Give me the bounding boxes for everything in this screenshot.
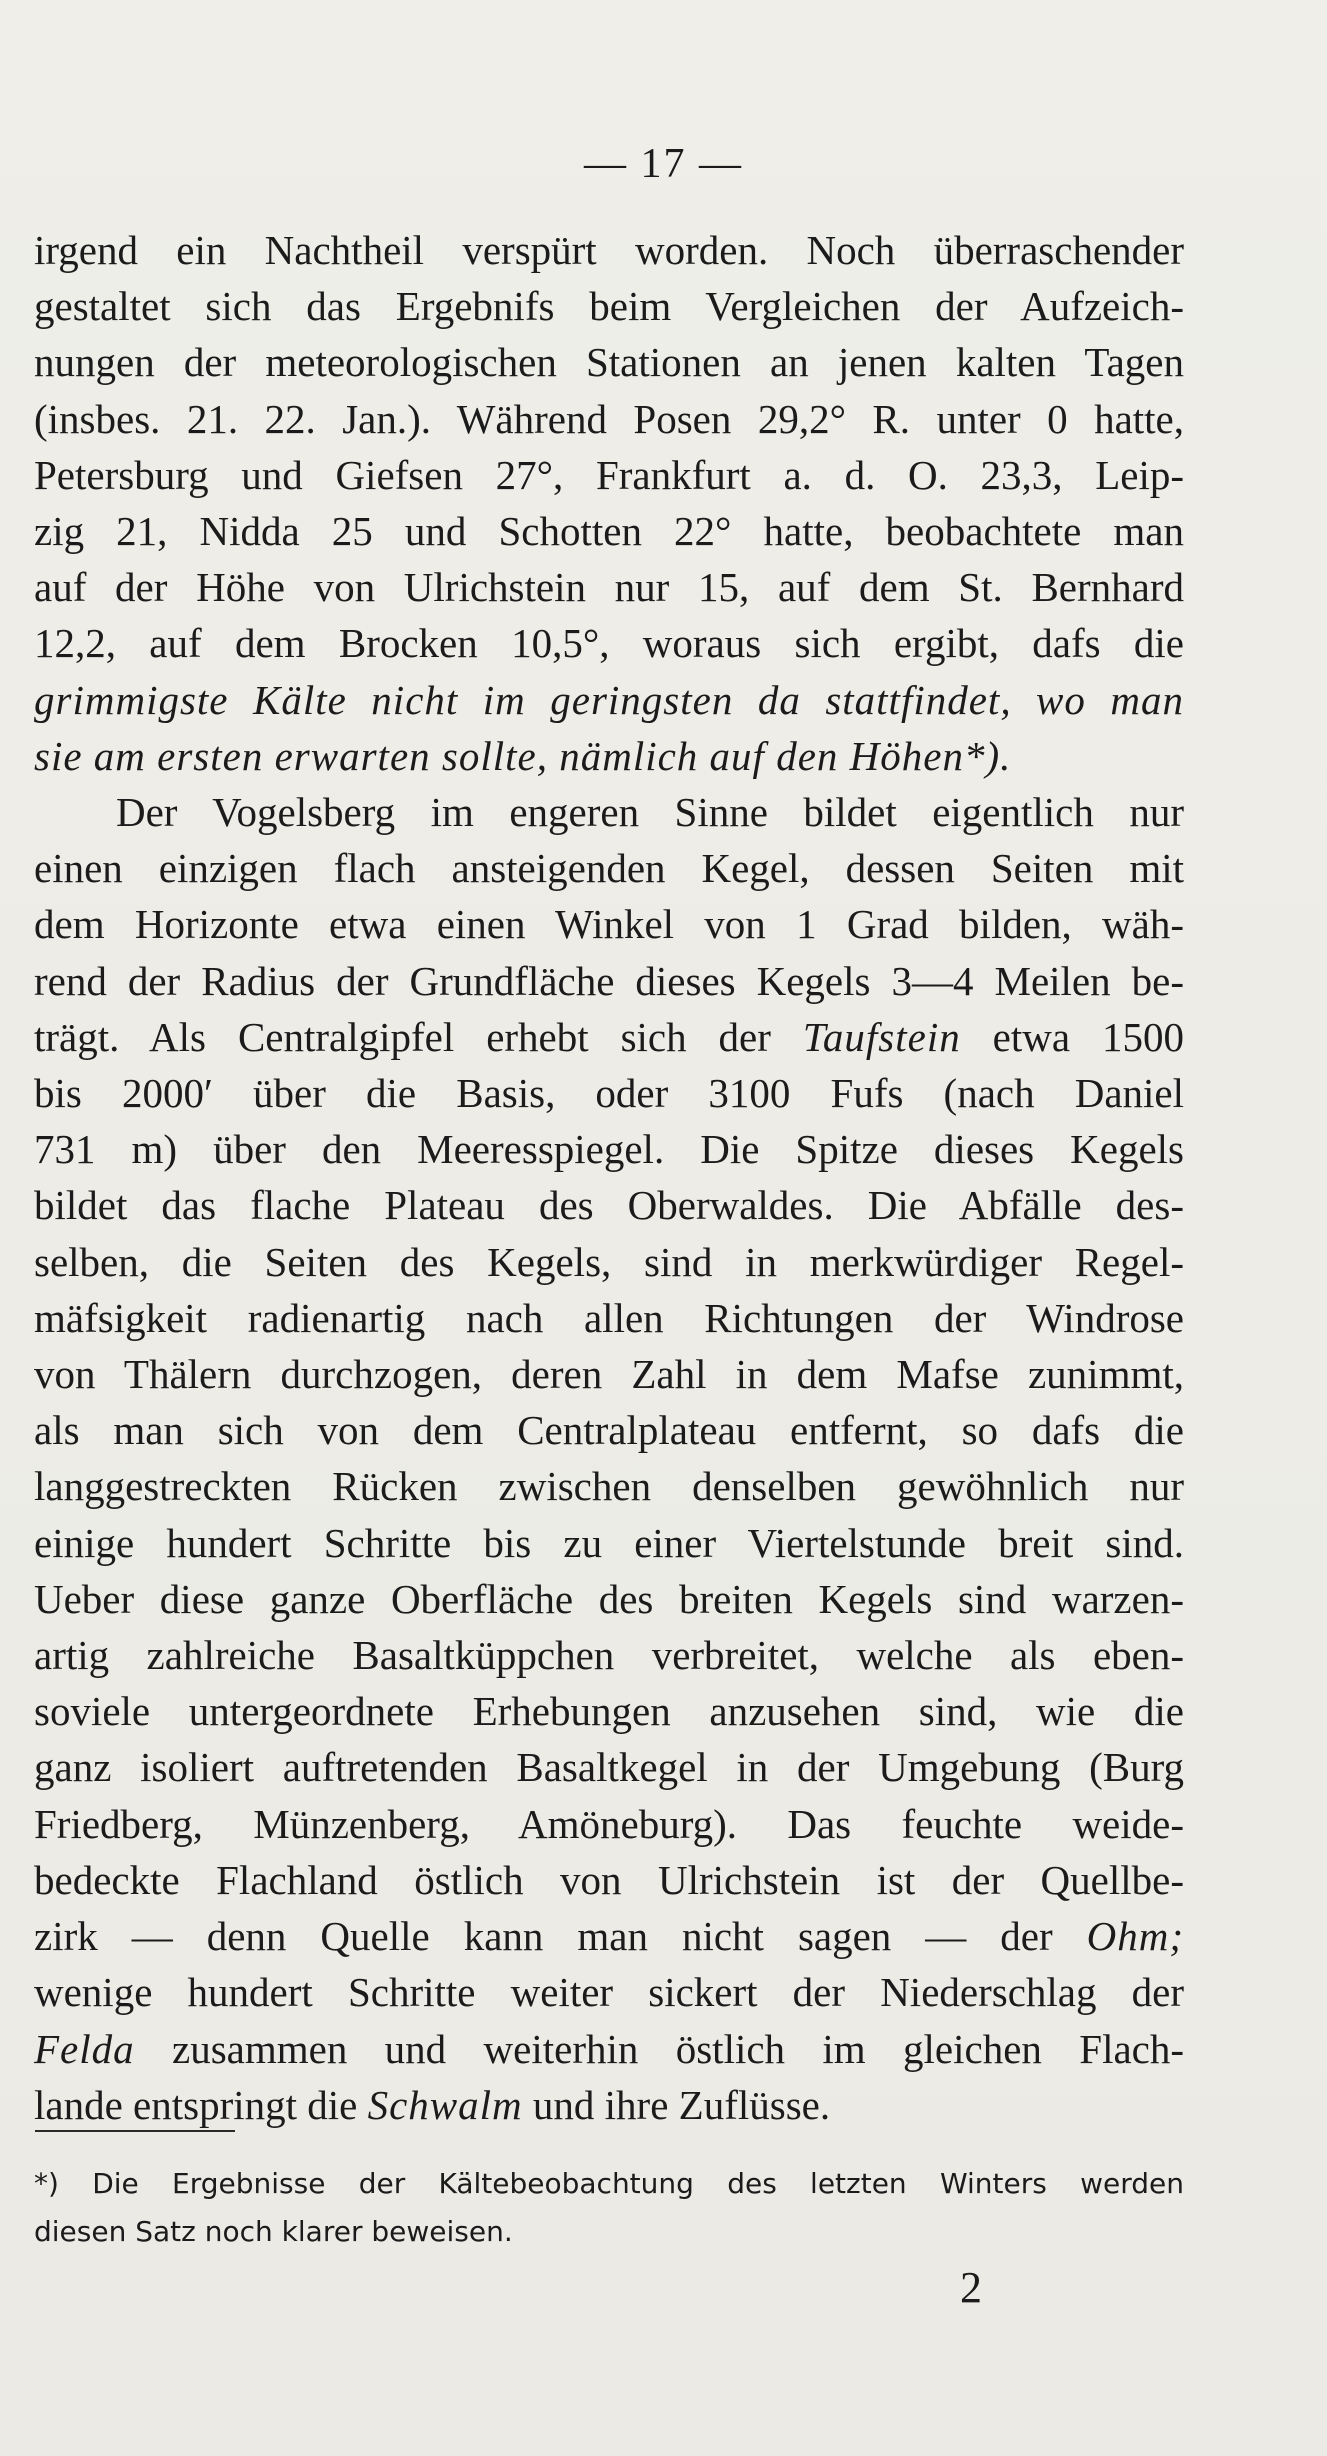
text-segment: lande entspringt die <box>34 2081 358 2128</box>
text-segment: trägt. Als Centralgipfel erhebt sich der <box>34 1013 771 1060</box>
text-line: dem Horizonte etwa einen Winkel von 1 Grad bilden, wäh- <box>34 901 1184 948</box>
text-line: Friedberg, Münzenberg, Amöneburg). Das feuchte weide- <box>34 1800 1184 1847</box>
text-line: wenige hundert Schritte weiter sickert der Niederschlag der <box>34 1969 1184 2016</box>
footnote <box>34 2160 1184 2256</box>
text-line <box>34 2077 1184 2133</box>
text-line: Petersburg und Giefsen 27°, Frankfurt a. d. O. 23,3, Leip- <box>34 451 1184 498</box>
text-segment: etwa 1500 <box>992 1013 1184 1060</box>
text-line: von Thälern durchzogen, deren Zahl in dem Mafse zunimmt, <box>34 1351 1184 1398</box>
text-line: als man sich von dem Centralplateau entfernt, so dafs die <box>34 1407 1184 1454</box>
text-line: soviele untergeordnete Erhebungen anzusehen sind, wie die <box>34 1688 1184 1735</box>
main-text <box>34 222 1184 2133</box>
text-line: einen einzigen flach ansteigenden Kegel, dessen Seiten mit <box>34 845 1184 892</box>
text-line: bedeckte Flachland östlich von Ulrichstein ist der Quellbe- <box>34 1856 1184 1903</box>
signature-mark: 2 <box>960 2263 982 2312</box>
footnote-line: *) Die Ergebnisse der Kältebeobachtung des letzten Winters werden <box>34 2167 1184 2200</box>
text-line: gestaltet sich das Ergebnifs beim Vergleichen der Aufzeich- <box>34 283 1184 330</box>
text-segment: zirk — denn Quelle kann man nicht sagen — der <box>34 1913 1053 1960</box>
footnote-line: diesen Satz noch klarer beweisen. <box>34 2215 513 2248</box>
text-line: einige hundert Schritte bis zu einer Viertelstunde breit sind. <box>34 1519 1184 1566</box>
text-line: artig zahlreiche Basaltküppchen verbreitet, welche als eben- <box>34 1632 1184 1679</box>
text-line: selben, die Seiten des Kegels, sind in merkwürdiger Regel- <box>34 1238 1184 1285</box>
text-line: nungen der meteorologischen Stationen an jenen kalten Tagen <box>34 339 1184 386</box>
text-line: irgend ein Nachtheil verspürt worden. Noch überraschender <box>34 227 1184 273</box>
text-line: 731 m) über den Meeresspiegel. Die Spitze dieses Kegels <box>34 1126 1184 1173</box>
text-line: auf der Höhe von Ulrichstein nur 15, auf dem St. Bernhard <box>34 564 1184 611</box>
text-line: zig 21, Nidda 25 und Schotten 22° hatte, beobachtete man <box>34 508 1184 555</box>
text-line: ganz isoliert auftretenden Basaltkegel in der Umgebung (Burg <box>34 1744 1184 1791</box>
text-line: Ueber diese ganze Oberfläche des breiten Kegels sind warzen- <box>34 1575 1184 1622</box>
text-line: 12,2, auf dem Brocken 10,5°, woraus sich ergibt, dafs die <box>34 620 1184 667</box>
paragraph-start-line: Der Vogelsberg im engeren Sinne bildet eigentlich nur <box>116 789 1184 836</box>
river-name-schwalm: Schwalm <box>367 2081 523 2128</box>
text-line: bildet das flache Plateau des Oberwaldes. Die Abfälle des- <box>34 1182 1184 1229</box>
text-line: (insbes. 21. 22. Jan.). Während Posen 29,2° R. unter 0 hatte, <box>34 395 1184 442</box>
text-line: rend der Radius der Grundfläche dieses Kegels 3—4 Meilen be- <box>34 957 1184 1004</box>
text-line <box>34 2021 1184 2077</box>
text-line <box>34 1908 1184 1964</box>
italic-text-line: sie am ersten erwarten sollte, nämlich auf den Höhen*). <box>34 732 1012 779</box>
text-line: langgestreckten Rücken zwischen denselben gewöhnlich nur <box>34 1463 1184 1510</box>
text-line: mäfsigkeit radienartig nach allen Richtungen der Windrose <box>34 1294 1184 1341</box>
river-name-ohm: Ohm; <box>1086 1913 1184 1960</box>
river-name-felda: Felda <box>34 2025 135 2072</box>
text-line <box>34 1009 1184 1065</box>
footnote-divider <box>35 2130 235 2132</box>
text-segment: und ihre Zuflüsse. <box>532 2081 831 2128</box>
text-line: bis 2000′ über die Basis, oder 3100 Fufs (nach Daniel <box>34 1070 1184 1117</box>
page-number: — 17 — <box>584 141 743 187</box>
text-segment: zusammen und weiterhin östlich im gleichen Flach- <box>172 2025 1185 2072</box>
place-name-taufstein: Taufstein <box>802 1013 961 1060</box>
italic-text-line: grimmigste Kälte nicht im geringsten da stattfindet, wo man <box>34 676 1184 723</box>
